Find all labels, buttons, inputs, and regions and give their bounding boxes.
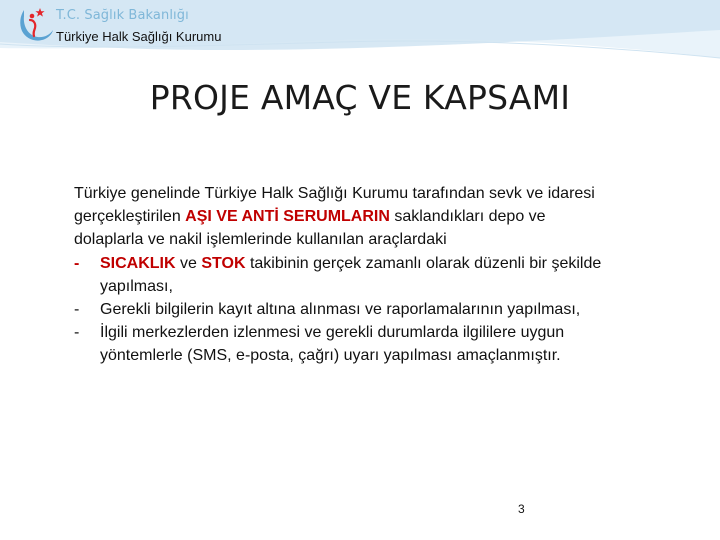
intro-paragraph bbox=[74, 182, 604, 252]
intro-text-end: saklandıkları depo ve dolaplarla ve nakil işlemlerinde kullanılan araçlardaki bbox=[74, 208, 546, 249]
slide-body bbox=[74, 182, 604, 368]
bullet-highlight: SICAKLIK bbox=[100, 254, 176, 272]
page-number: 3 bbox=[518, 502, 525, 516]
bullet-item bbox=[74, 321, 604, 367]
slide-title: PROJE AMAÇ VE KAPSAMI bbox=[149, 78, 571, 117]
intro-highlight: AŞI VE ANTİ SERUMLARIN bbox=[185, 208, 390, 226]
bullet-text bbox=[100, 252, 604, 298]
intro-text: Türkiye genelinde Türkiye Halk Sağlığı Kurumu tarafından sevk ve idaresi gerçekleştirilen bbox=[74, 185, 595, 226]
bullet-dash: - bbox=[74, 254, 80, 272]
bullet-text: Gerekli bilgilerin kayıt altına alınması ve raporlamalarının yapılması, bbox=[100, 301, 581, 319]
bullet-text: İlgili merkezlerden izlenmesi ve gerekli durumlarda ilgililere uygun yöntemlerle (SMS, e-posta, çağrı) uyarı yapılması amaçlanmıştır. bbox=[100, 324, 565, 365]
ministry-name: T.C. Sağlık Bakanlığı bbox=[56, 8, 189, 23]
bullet-item bbox=[74, 252, 604, 298]
bullet-text-part: ve bbox=[175, 254, 202, 272]
bullet-highlight: STOK bbox=[201, 254, 246, 272]
bullet-text-part: takibinin gerçek zamanlı olarak düzenli bir şekilde yapılması, bbox=[100, 254, 602, 295]
ministry-of-health-logo-icon bbox=[18, 6, 54, 44]
organization-name: Türkiye Halk Sağlığı Kurumu bbox=[56, 29, 222, 44]
bullet-item bbox=[74, 298, 604, 321]
bullet-dash: - bbox=[74, 301, 80, 319]
bullet-dash: - bbox=[74, 324, 80, 342]
